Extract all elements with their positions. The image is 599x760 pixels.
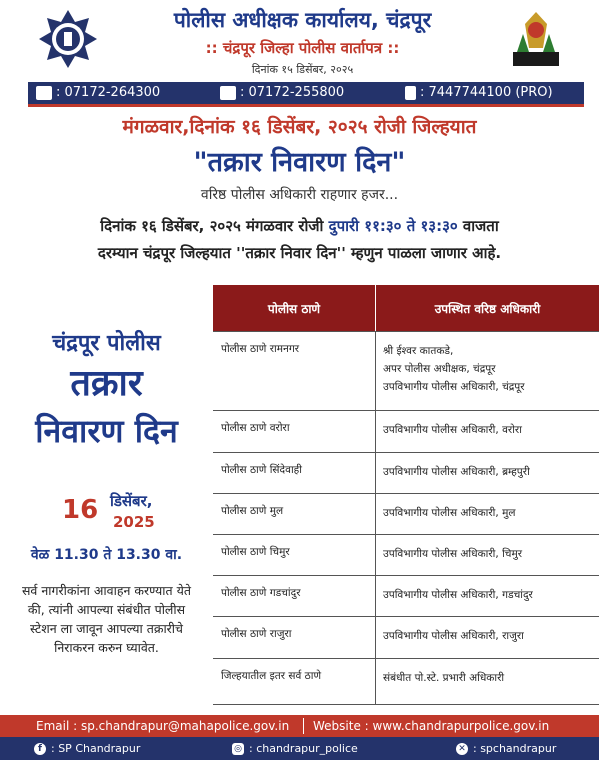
station-cell: जिल्हयातील इतर सर्व ठाणे xyxy=(221,670,322,682)
officer-line: उपविभागीय पोलीस अधिकारी, चंद्रपूर xyxy=(383,381,525,393)
officer-cell: उपविभागीय पोलीस अधिकारी, चिमुर xyxy=(383,548,523,560)
officer-line: अपर पोलीस अधीक्षक, चंद्रपूर xyxy=(383,363,496,375)
citizen-appeal-note: सर्व नागरीकांना आवाहन करण्यात येते की, त्यांनी आपल्या संबंधीत पोलीस स्टेशन ला जावून आपल्या तक्रारीचे निराकरन करुन घ्यावेत. xyxy=(21,583,192,655)
divider-line xyxy=(28,104,584,107)
x-link[interactable] xyxy=(456,742,556,755)
phone1-number: : 07172-264300 xyxy=(56,85,161,100)
maharashtra-police-emblem-icon xyxy=(37,8,99,70)
announcement-headline: "तक्रार निवारण दिन" xyxy=(193,147,406,178)
facebook-link[interactable] xyxy=(34,742,140,755)
chandrapur-police-seal-icon xyxy=(503,8,569,72)
body-prefix: दिनांक १६ डिसेंबर, २०२५ मंगळवार रोजी xyxy=(100,217,329,235)
table-row xyxy=(213,410,599,453)
footer-social-bar xyxy=(0,737,599,760)
x-handle: : spchandrapur xyxy=(473,742,557,755)
instagram-icon: ◎ xyxy=(232,743,244,755)
table-row xyxy=(213,575,599,617)
newsletter-subtitle: :: चंद्रपूर जिल्हा पोलीस वार्तापत्र :: xyxy=(205,39,400,57)
footer-email[interactable]: Email : sp.chandrapur@mahapolice.gov.in xyxy=(36,719,290,733)
body-time: दुपारी ११:३० ते १३:३० xyxy=(328,217,458,235)
table-row xyxy=(213,493,599,535)
officer-cell: उपविभागीय पोलीस अधिकारी, मुल xyxy=(383,507,516,519)
announcement-date-line: मंगळवार,दिनांक १६ डिसेंबर, २०२५ रोजी जिल्हयात xyxy=(122,116,477,138)
phone2-number: : 07172-255800 xyxy=(240,85,345,100)
station-cell: पोलीस ठाणे वरोरा xyxy=(221,422,290,434)
table-bottom-border xyxy=(213,704,599,705)
fax-icon xyxy=(220,86,236,100)
instagram-link[interactable] xyxy=(232,742,358,755)
footer-contact-bar xyxy=(0,715,599,737)
header xyxy=(0,0,599,82)
table-row xyxy=(213,452,599,494)
panel-title-line3: निवारण दिन xyxy=(35,412,178,450)
panel-title-line2: तक्रार xyxy=(70,363,143,404)
table-row xyxy=(213,616,599,659)
phone2-contact xyxy=(220,85,344,100)
footer-website[interactable]: Website : www.chandrapurpolice.gov.in xyxy=(313,719,550,733)
mobile-number: : 7447744100 (PRO) xyxy=(420,85,553,100)
announcement-body-line2: दरम्यान चंद्रपूर जिल्हयात ''तक्रार निवार दिन'' म्हणुन पाळला जाणार आहे. xyxy=(97,244,502,262)
column-header-station: पोलीस ठाणे xyxy=(213,285,375,331)
station-cell: पोलीस ठाणे गडचांदुर xyxy=(221,587,301,599)
event-day: 16 xyxy=(62,495,99,525)
facebook-handle: : SP Chandrapur xyxy=(51,742,141,755)
station-cell: पोलीस ठाणे राजुरा xyxy=(221,628,292,640)
mobile-contact xyxy=(405,85,553,100)
issue-date: दिनांक १५ डिसेंबर, २०२५ xyxy=(251,63,354,76)
x-icon: ✕ xyxy=(456,743,468,755)
footer-separator xyxy=(303,718,304,734)
facebook-icon: f xyxy=(34,743,46,755)
body-suffix: वाजता xyxy=(457,217,499,235)
station-cell: पोलीस ठाणे रामनगर xyxy=(221,343,300,355)
officer-cell: उपविभागीय पोलीस अधिकारी, ब्रम्हपुरी xyxy=(383,466,530,478)
column-divider xyxy=(375,331,376,705)
officer-cell: उपविभागीय पोलीस अधिकारी, राजुरा xyxy=(383,630,524,642)
officer-cell: संबंधीत पो.स्टे. प्रभारी अधिकारी xyxy=(383,672,505,684)
table-row xyxy=(213,331,599,411)
mobile-phone-icon xyxy=(405,86,416,100)
office-title: पोलीस अधीक्षक कार्यालय, चंद्रपूर xyxy=(173,8,432,32)
phone1-contact xyxy=(36,85,160,100)
officers-table xyxy=(213,285,599,705)
table-row xyxy=(213,658,599,705)
officer-cell xyxy=(383,342,525,396)
officer-cell: उपविभागीय पोलीस अधिकारी, वरोरा xyxy=(383,424,522,436)
panel-title-line1: चंद्रपूर पोलीस xyxy=(52,331,161,356)
event-panel xyxy=(0,285,213,705)
event-time: वेळ 11.30 ते 13.30 वा. xyxy=(30,547,183,563)
event-year: 2025 xyxy=(113,513,155,531)
station-cell: पोलीस ठाणे मुल xyxy=(221,505,284,517)
contact-bar xyxy=(28,82,584,104)
column-header-officer: उपस्थित वरिष्ठ अधिकारी xyxy=(376,285,599,331)
event-month: डिसेंबर, xyxy=(110,492,153,510)
telephone-icon xyxy=(36,86,52,100)
instagram-handle: : chandrapur_police xyxy=(249,742,358,755)
officer-cell: उपविभागीय पोलीस अधिकारी, गडचांदुर xyxy=(383,589,533,601)
station-cell: पोलीस ठाणे चिमुर xyxy=(221,546,290,558)
station-cell: पोलीस ठाणे सिंदेवाही xyxy=(221,464,302,476)
announcement-tagline: वरिष्ठ पोलीस अधिकारी राहणार हजर... xyxy=(200,187,399,203)
officer-line: श्री ईश्वर कातकडे, xyxy=(383,345,454,357)
announcement-body-line1 xyxy=(0,216,599,236)
table-row xyxy=(213,534,599,576)
